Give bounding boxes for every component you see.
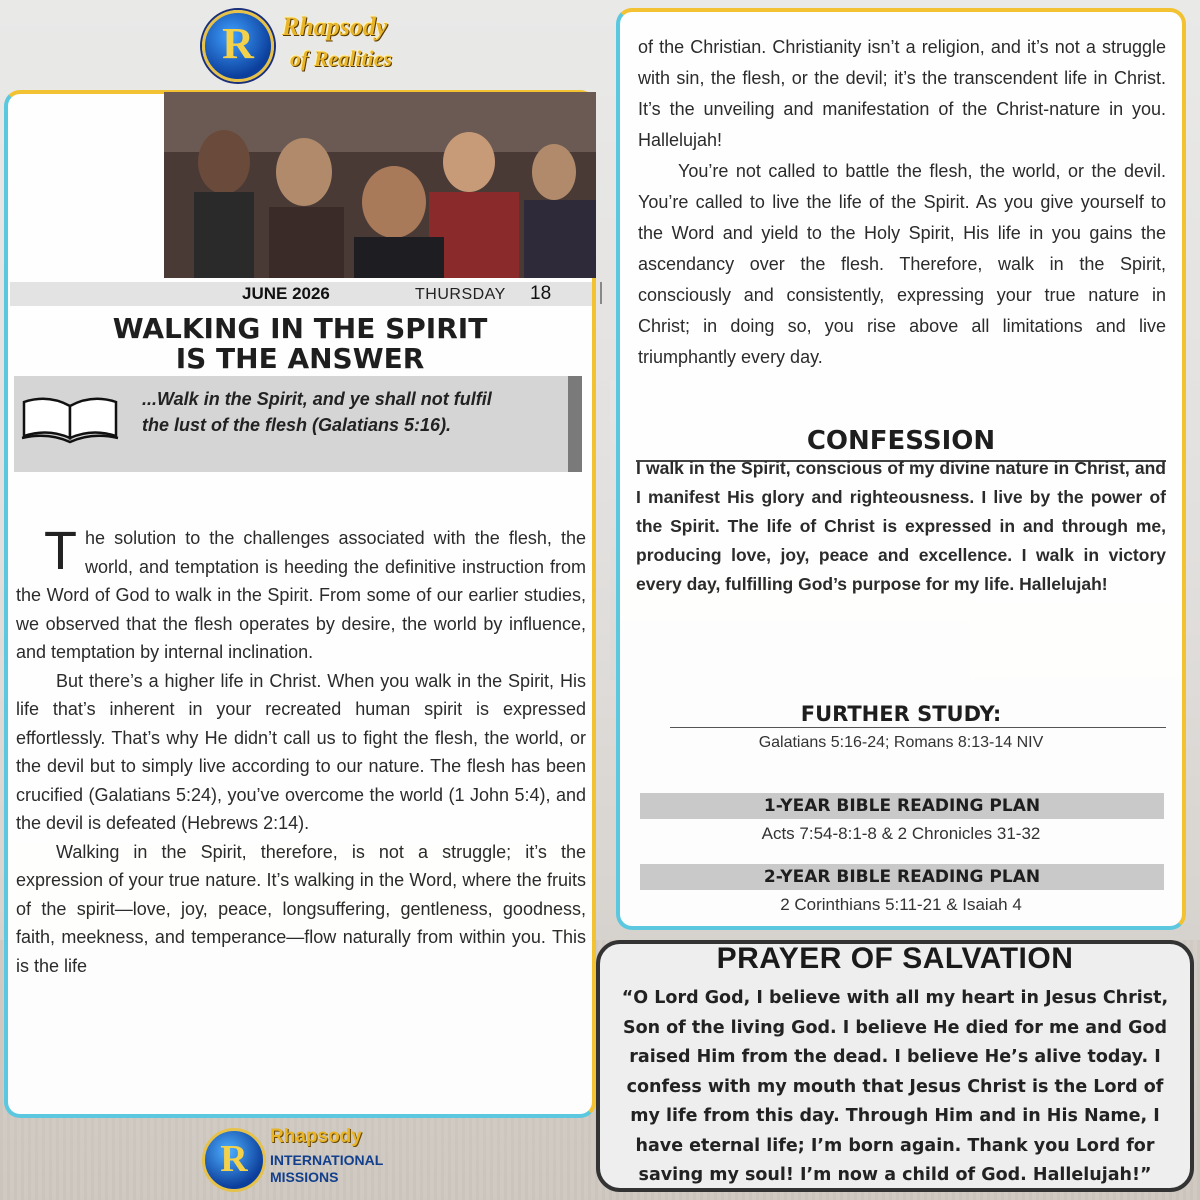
logo-text-line1: Rhapsody [282, 12, 388, 41]
title-line2: IS THE ANSWER [175, 342, 425, 375]
date-bar [10, 282, 592, 306]
logo-text-line2: of Realities [290, 46, 393, 71]
logo-emblem-icon: R [202, 10, 274, 82]
message-paragraph-5: You’re not called to battle the flesh, the world, or the devil. You’re called to live the life of the Spirit. As you give yourself to the Word and yield to the Holy Spirit, His life in you gains the ascendancy over the flesh. Therefore, walk in the Spirit, consciously and consistently, expressing your true nature in Christ; in doing so, you rise above all limitations and live triumphantly every day. [638, 161, 1166, 367]
opening-verse-text [142, 386, 562, 438]
message-body-right [638, 32, 1166, 373]
missions-logo-line2: INTERNATIONAL [270, 1152, 384, 1168]
confession-heading: CONFESSION [806, 426, 996, 456]
one-year-plan-refs: Acts 7:54-8:1-8 & 2 Chronicles 31-32 [761, 824, 1041, 843]
further-study-divider [670, 727, 1166, 728]
rhapsody-logo-top [200, 6, 425, 82]
two-year-plan-heading: 2-YEAR BIBLE READING PLAN [640, 864, 1164, 890]
opening-verse-box [14, 376, 582, 472]
date-day: 18 [530, 283, 552, 304]
message-paragraph-2: But there’s a higher life in Christ. When you walk in the Spirit, His life that’s inherent in your recreated human spirit is expressed effortlessly. That’s why He didn’t call us to fight the flesh, the world, or the devil but to simply live according to our nature. The flesh has been crucified (Galatians 5:24), you’ve overcome the world (1 John 5:4), and the devil is defeated (Hebrews 2:14). [16, 670, 586, 833]
date-divider [600, 282, 602, 304]
message-paragraph-1-text: he solution to the challenges associated with the flesh, the world, and temptation is heeding the definitive instruction from the Word of God to walk in the Spirit. From some of our earlier studies, we observed that the flesh operates by desire, the world by influence, and temptation by internal inclination. [16, 528, 586, 662]
message-paragraph-4: of the Christian. Christianity isn’t a religion, and it’s not a struggle with sin, the flesh, or the devil; it’s the transcendent life in Christ. It’s the unveiling and manifestation of the Christ-nature in you. Hallelujah! [638, 37, 1166, 150]
date-weekday: THURSDAY [415, 286, 506, 303]
missions-emblem-icon: R [202, 1128, 266, 1192]
opening-verse-line2: the lust of the flesh (Galatians 5:16). [142, 415, 452, 435]
date-month-year: JUNE 2026 [242, 284, 330, 303]
one-year-plan-heading: 1-YEAR BIBLE READING PLAN [640, 793, 1164, 819]
devotional-title [10, 314, 590, 374]
message-paragraph-1 [16, 521, 586, 667]
further-study-refs: Galatians 5:16-24; Romans 8:13-14 NIV [758, 734, 1044, 751]
further-study-heading: FURTHER STUDY: [800, 702, 1002, 726]
title-line1: WALKING IN THE SPIRIT [112, 312, 488, 345]
opening-verse-line1: ...Walk in the Spirit, and ye shall not fulfil [142, 389, 492, 409]
missions-logo-line1: Rhapsody [270, 1126, 362, 1147]
drop-cap: T [44, 521, 77, 581]
prayer-text: “O Lord God, I believe with all my heart in Jesus Christ, Son of the living God. I believe He died for me and God raised Him from the dead. I believe He’s alive today. I confess with my mouth that Jesus Christ is the Lord of my life from this day. Through Him and in His Name, I have eternal life; I’m born again. Thank you Lord for saving my soul! I’m now a child of God. Hallelujah!” [621, 988, 1169, 1185]
two-year-plan-refs: 2 Corinthians 5:11-21 & Isaiah 4 [780, 895, 1022, 914]
prayer-heading: PRAYER OF SALVATION [716, 942, 1074, 975]
rhapsody-missions-logo [200, 1120, 390, 1198]
message-body-left [16, 521, 586, 980]
worship-photo [164, 92, 596, 278]
missions-logo-line3: MISSIONS [270, 1169, 339, 1185]
open-book-icon [20, 392, 120, 444]
message-paragraph-3: Walking in the Spirit, therefore, is not a struggle; it’s the expression of your true nature. It’s walking in the Word, where the fruits of the spirit—love, joy, peace, longsuffering, gentleness, goodness, faith, meekness, and temperance—flow naturally from within you. This is the life [16, 841, 586, 976]
verse-box-sidebar [568, 376, 582, 472]
confession-text: I walk in the Spirit, conscious of my divine nature in Christ, and I manifest His glory and righteousness. I live by the power of the Spirit. The life of Christ is expressed in and through me, producing love, joy, peace and excellence. I walk in victory every day, fulfilling God’s purpose for my life. Hallelujah! [636, 458, 1166, 594]
